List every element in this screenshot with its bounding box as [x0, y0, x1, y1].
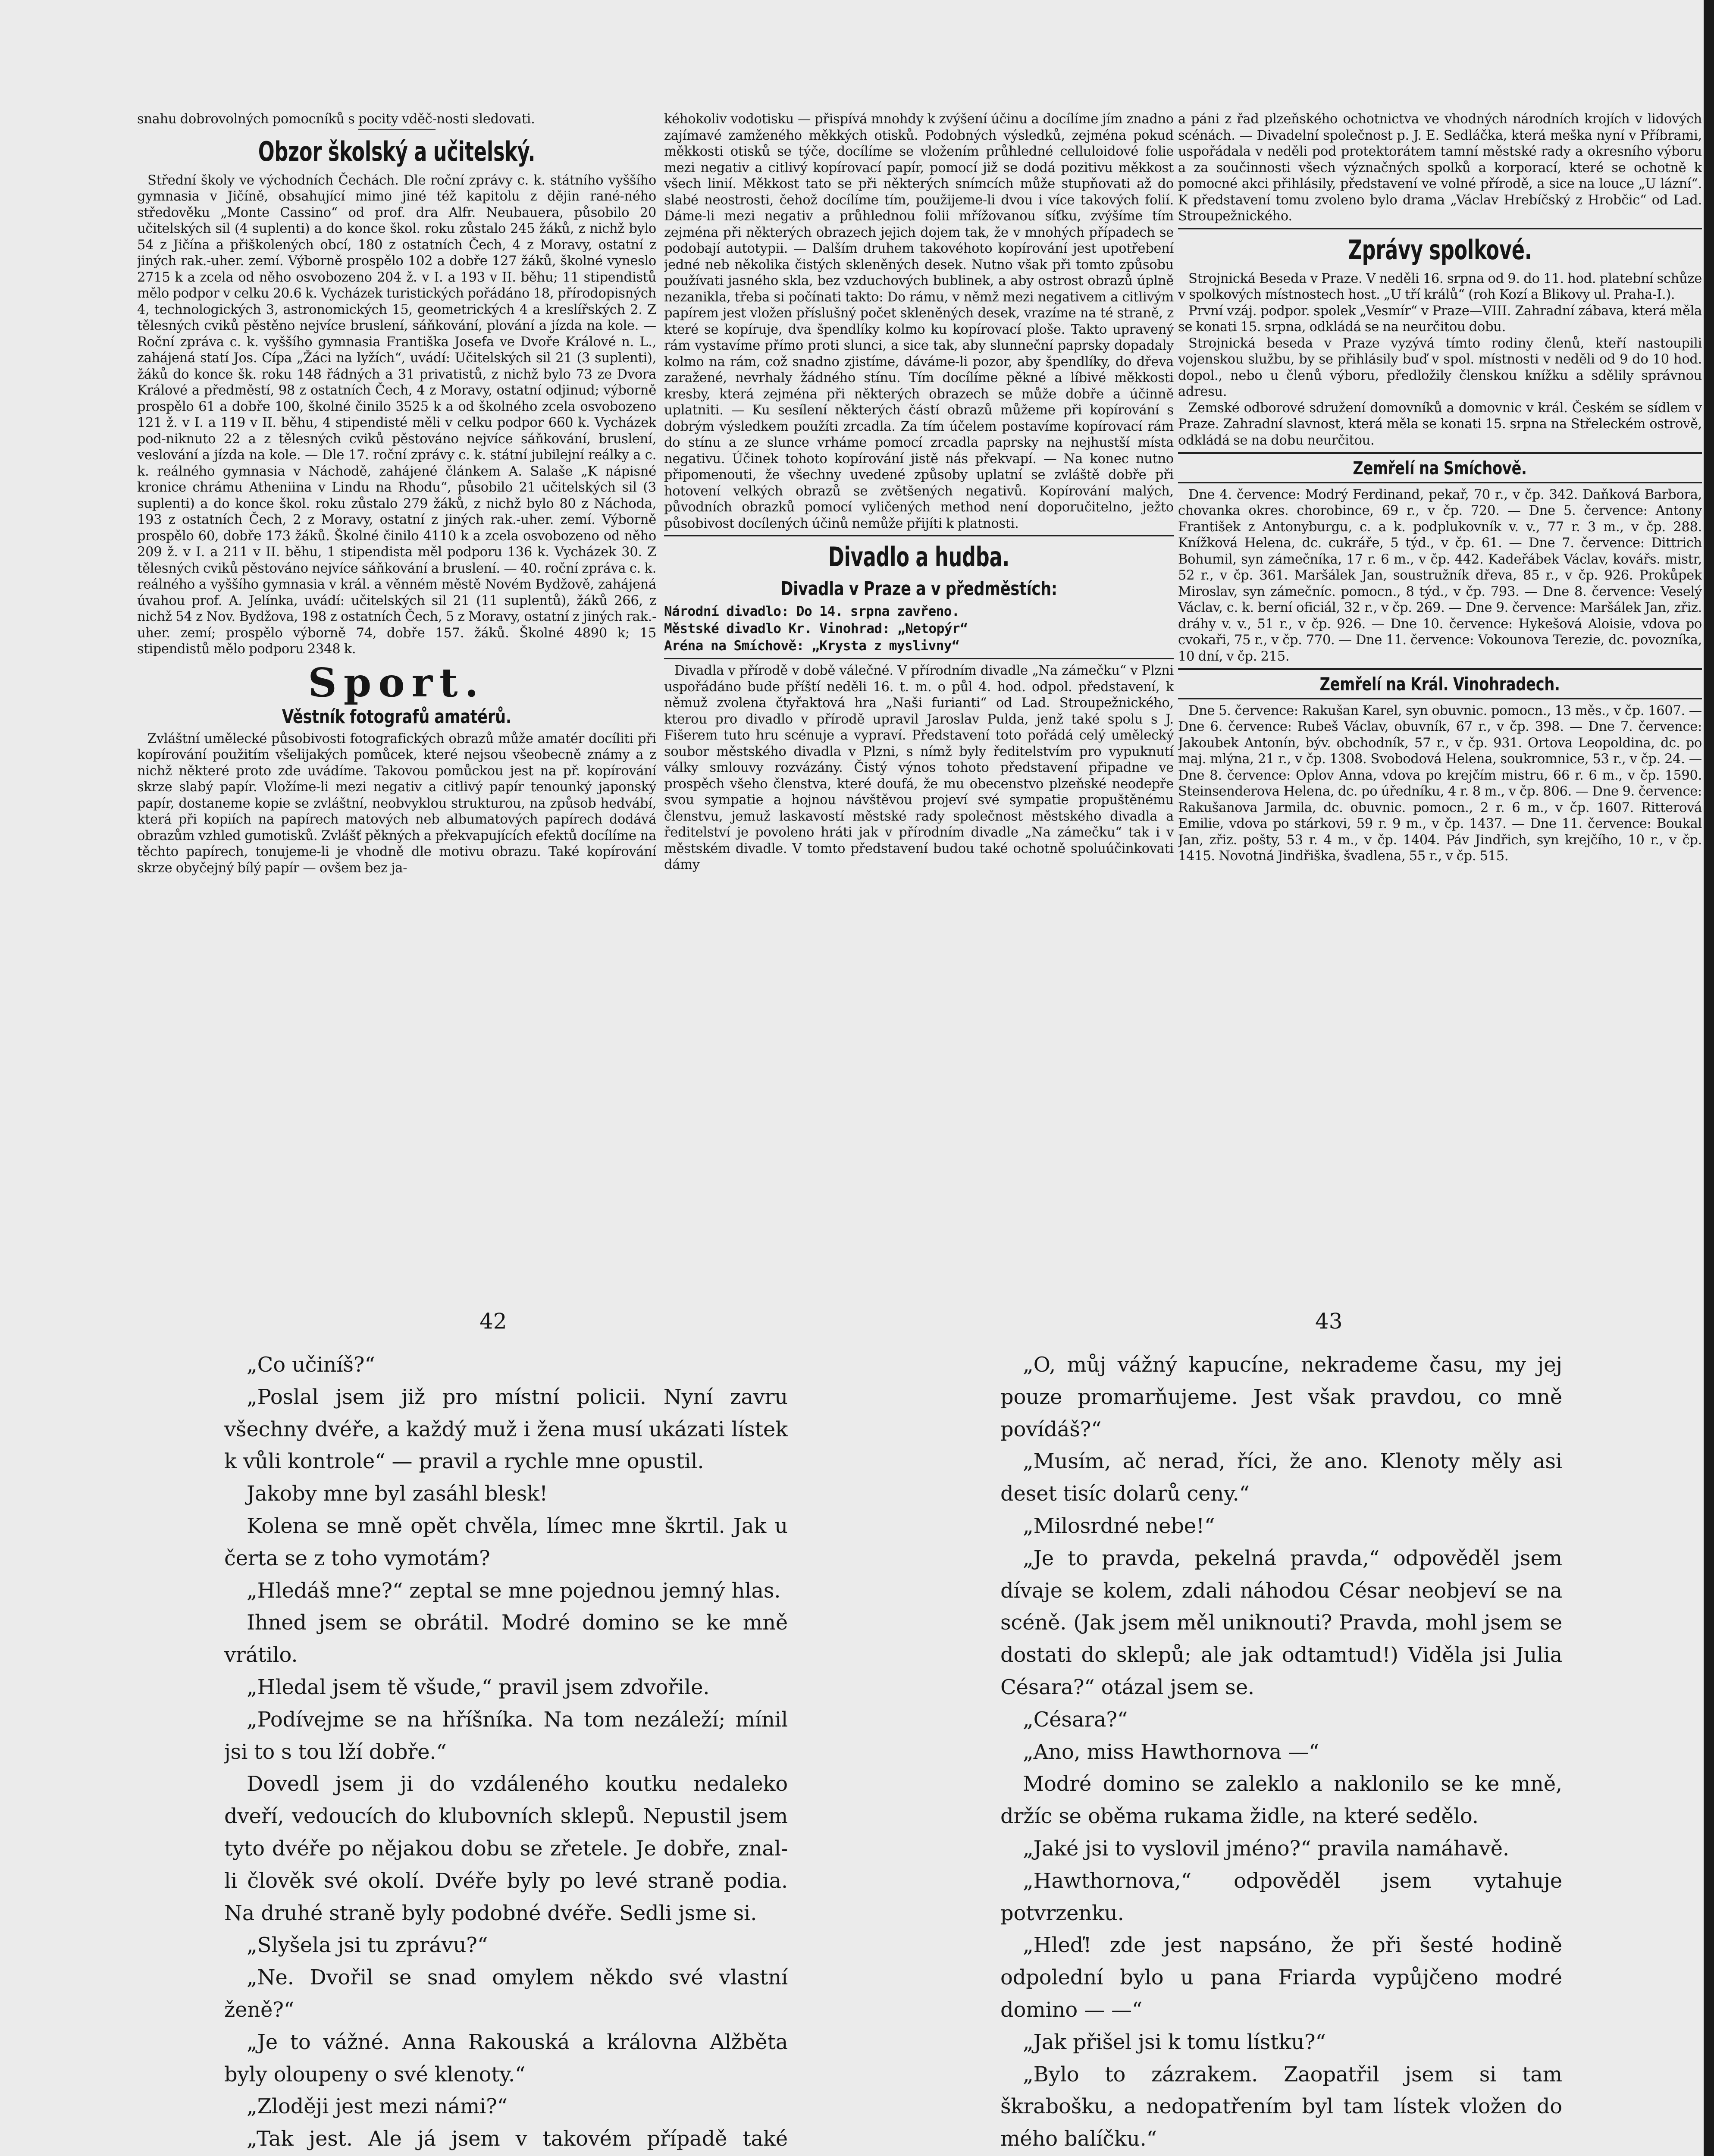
section-heading-theatre: Divadlo a hudba. [828, 541, 1010, 573]
novel-paragraph: „Zloději jest mezi námi?“ [247, 2094, 508, 2119]
novel-paragraph: Jakoby mne byl zasáhl blesk! [247, 1482, 548, 1506]
novel-paragraph: Ihned jsem se obrátil. Modré domino se ke mně vrátilo. [224, 1611, 788, 1667]
novel-paragraph: „Jaké jsi to vyslovil jméno?“ pravila namáhavě. [1023, 1836, 1509, 1861]
column-middle [664, 111, 1174, 1375]
divider [1178, 698, 1702, 699]
novel-paragraph: Kolena se mně opět chvěla, límec mne škrtil. Jak u čerta se z toho vymotám? [224, 1514, 788, 1570]
sub-heading-prague-theatres: Divadla v Praze a v předměstích: [780, 578, 1057, 600]
program-smichov-arena: Aréna na Smíchově: „Krysta z myslivny“ [664, 638, 960, 654]
photo-paragraph: Zvláštní umělecké působivosti fotografických obrazů může amatér docíliti při kopírování použitím všelijakých pomůcek, které nejsou všeobecně známy a z nichž některé proto zde uvádíme. Takovou pomůckou jest na př. kopírování skrze slabý papír. Vložíme-li mezi negativ a citlivý papír tenounký japonský papír, dostaneme kopie se zvláštní, neobvyklou strukturou, na způsob hedvábí, která při kopiích na papírech matových neb albumatových papírech dodává obrazům vzhled gumotisků. Zvlášť pěkných a překvapujících efektů docílíme na těchto papírech, tonujeme-li je vhodně dle motivu obrazu. Také kopírování skrze obyčejný bílý papír — ovšem bez ja- [137, 731, 656, 876]
page-number-right: 43 [1315, 1309, 1343, 1334]
novel-paragraph: Dovedl jsem ji do vzdáleného koutku nedaleko dveří, vedoucích do klubovních sklepů. Nepustil jsem tyto dvéře po nějakou dobu se zřetele. Je dobře, znal-li člověk své okolí. Dvéře byly po levé straně podia. Na druhé straně byly podobné dvéře. Sedli jsme si. [224, 1772, 788, 1925]
novel-paragraph: „Hledal jsem tě všude,“ pravil jsem zdvořile. [247, 1675, 710, 1699]
photo-paragraph-cont: kéhokoliv vodotisku — přispívá mnohdy k zvýšení účinu a docílíme jím znadno zajímavé zamženého měkkých otisků. Podobných výsledků, zejména pokud měkkosti otisků se týče, docílíme se vložením průhledné celluloidové folie mezi negativ a citlivý kopírovací papír, pomocí již se dodá pozitivu měkkost všech linií. Měkkost tato se při některých snímcích může stupňovati až do slabé neostrosti, čehož docílíme tím, použijeme-li dvou i více takových folií. Dáme-li mezi negativ a průhlednou folii mřížovanou síťku, zvýšíme tím zejména při některých obrazech jejich dojem tak, že v mnohých případech se podobají autotypii. — Dalším druhem takovéhoto kopírování jest upotřebení jedné neb několika čistých skleněných desek. Nutno však při tomto způsobu používati jasného skla, bez vzduchových bublinek, a aby ostrost obrazů úplně nezanikla, třeba si počínati takto: Do rámu, v němž mezi negativem a citlivým papírem jest vložen příslušný počet skleněných desek, vrazíme na té straně, z které se kopíruje, dva špendlíky kolmo ku kopírovací ploše. Takto upravený rám vystavíme přímo proti slunci, a sice tak, aby slunneční paprsky dopadaly kolmo na rám, což snadno zjistíme, dáváme-li pozor, aby špendlíky, do dřeva zaražené, nevrhaly žádného stínu. Tím docílíme pěkné a líbivé měkkosti kresby, která zejména při některých obrazech se může dobře a účinně uplatniti. — Ku sesílení některých částí obrazů můžeme při kopírování s dobrým výsledkem použíti zrcadla. Za tím účelem postavíme kopírovací rám do stínu a ze slunce vrháme pomocí zrcadla paprsky na nejhustší místa negativu. Účinek tohoto kopírování jistě nás překvapí. — Na konec nutno připomenouti, že všechny uvedené způsoby uplatní se zvláště dobře při hotovení velkých obrazů se zvětšených negativů. Kopírování malých, původních obrazků pomocí vyličených method není doporučitelno, ježto působivost docílených účinů nemůže přijíti k platnosti. [664, 112, 1174, 531]
section-heading-sport: Sport. [308, 659, 486, 706]
divider [664, 658, 1174, 659]
section-heading-schools: Obzor školský a učitelský. [258, 135, 536, 167]
deaths-smichov-list: Dne 4. července: Modrý Ferdinand, pekař, 70 r., v čp. 342. Daňková Barbora, chovanka okres. chorobince, 69 r., v čp. 720. — Dne 5. července: Antony František z Antonyburgu, c. a k. podplukovník v. v., 77 r. 3 m., v čp. 288. Knížková Helena, dc. cukráře, 5 týd., v čp. 61. — Dne 7. července: Dittrich Bohumil, syn zámečníka, 17 r. 6 m., v čp. 442. Kadeřábek Václav, kovářs. mistr, 52 r., v čp. 361. Maršálek Jan, soustružník dřeva, 85 r., v čp. 926. Prokůpek Miroslav, syn zámečníc. pomocn., 8 týd., v čp. 793. — Dne 8. července: Veselý Václav, c. k. berní oficiál, 32 r., v čp. 269. — Dne 9. července: Maršálek Jan, zřiz. dráhy v. v., 51 r., v čp. 926. — Dne 10. července: Hykešová Aloisie, vdova po cvokaři, 75 r., v čp. 770. — Dne 11. července: Vokounova Terezie, dc. povozníka, 10 dní, v čp. 215. [1178, 487, 1702, 664]
double-divider [1178, 452, 1702, 454]
scan-edge [1704, 0, 1714, 2156]
novel-paragraph: „O, můj vážný kapucíne, nekrademe času, my jej pouze promarňujeme. Jest však pravdou, co mně povídáš?“ [1000, 1353, 1562, 1442]
divider [1178, 228, 1702, 229]
novel-text-right [1000, 1349, 1562, 2156]
novel-paragraph: „Podívejme se na hříšníka. Na tom nezáleží; mínil jsi to s tou lží dobře.“ [224, 1707, 788, 1764]
deaths-smichov-heading: Zemřelí na Smíchově. [1353, 458, 1527, 479]
novel-paragraph: „Jak přišel jsi k tomu lístku?“ [1023, 2030, 1326, 2054]
novel-paragraph: „Hawthornova,“ odpověděl jsem vytahuje potvrzenku. [1000, 1868, 1562, 1925]
club-notice-2: První vzáj. podpor. spolek „Vesmír“ v Praze—VIII. Zahradní zábava, která měla se konati 15. srpna, odkládá se na neurčitou dobu. [1178, 303, 1702, 335]
sub-heading-photo: Věstník fotografů amatérů. [282, 705, 512, 728]
novel-paragraph: „Ne. Dvořil se snad omylem někdo své vlastní ženě?“ [224, 1965, 788, 2022]
schools-paragraph: Střední školy ve východních Čechách. Dle roční zprávy c. k. státního vyššího gymnasia v Jičíně, obsahující mimo jiné též kapitolu z dějin rané-ného středověku „Monte Cassino“ od prof. dra Alfr. Neubauera, působilo 20 učitelských sil (4 suplenti) a do konce škol. roku zůstalo 245 žáků, z nichž bylo 54 z Jičína a přiškolených obcí, 180 z ostatních Čech, 4 z Moravy, ostatní z jiných rak.-uher. zemí. Výborně prospělo 102 a dobře 127 žáků, školné vyneslo 2715 k a zcela od něho osvobozeno 204 ž. v I. a 193 v II. běhu; 11 stipendistů mělo podpor v celku 20.6 k. Vycházek turistických pořádáno 18, přírodopisných 4, technologických 3, astronomických 15, geometrických 4 a kreslířských 2. Z tělesných cviků pěstěno nejvíce bruslení, sáňkování, plování a jízda na kole. — Roční zpráva c. k. vyššího gymnasia Františka Josefa ve Dvoře Králové n. L., zahájená statí Jos. Cípa „Žáci na lyžích“, uvádí: Učitelských sil 21 (3 suplenti), žáků do konce šk. roku 148 řádných a 31 privatistů, z nichž bylo 73 ze Dvora Králové a předměstí, 98 z ostatních Čech, 4 z Moravy, ostatní odjinud; výborně prospělo 61 a dobře 100, školné činilo 3525 k a od školného zcela osvobozeno 121 ž. v I. a 119 v II. běhu, 4 stipendisté měli v celku podpor 660 k. Vycházek pod-niknuto 22 a z tělesných cviků pěstováno nejvíce sáňkování, bruslení, veslování a jízda na kole. — Dle 17. roční zprávy c. k. státní jubilejní reálky a c. k. reálného gymnasia v Náchodě, zahájené článkem A. Salaše „K nápisné kronice chrámu Atheniina v Lindu na Rhodu“, působilo 21 učitelských sil (3 suplenti) a do konce škol. roku zůstalo 279 žáků, z nichž bylo 80 z Náchoda, 193 z ostatních Čech, 2 z Moravy, ostatní z jiných rak.-uher. zemí. Výborně prospělo 60, dobře 173 žáků. Školné činilo 4110 k a zcela osvobozeno od něho 209 ž. v I. a 211 v II. běhu, 1 stipendista měl podporu 136 k. Vycházek 30. Z tělesných cviků pěstováno nejvíce sáňkování a bruslení. — 40. roční zpráva c. k. reálného a vyššího gymnasia v král. a věnném městě Novém Bydžově, zahájená úvahou prof. A. Jelínka, uvádí: učitelských sil 21 (11 suplentů), žáků 266, z nichž 54 z Nov. Bydžova, 198 z ostatních Čech, 5 z Moravy, ostatní z jiných rak.-uher. zemí; prospělo výborně 74, dobře 157. žáků. Školné 4890 k; 15 stipendistů mělo podporu 2348 k. [137, 172, 656, 657]
outdoor-theatre-paragraph: Divadla v přírodě v době válečné. V přírodním divadle „Na zámečku“ v Plzni uspořádáno bude příští neděli 16. t. m. o půl 4. hod. odpol. představení, k němuž zvolena čtyřaktová hra „Naši furianti“ od Lad. Stroupežnického, kterou pro divadlo v přírodě upravil Jaroslav Pulda, jenž také spolu s J. Fišerem tuto hru scénuje a vypraví. Představení toto pořádá celý umělecký soubor městského divadla v Plzni, s nímž byly ředitelstvím pro vypuknutí války smlouvy rozvázány. Čistý výnos tohoto představení připadne ve prospěch všeho členstva, které doufá, že mu obecenstvo plzeňské neodepře svou sympatie a hojnou návštěvou projeví své sympatie propuštěnému členstvu, jemuž laskavostí městské rady společnost městského divadla a ředitelství je povoleno hráti jak v přírodním divadle „Na zámečku“ tak i v městském divadle. V tomto představení budou také ochotně spoluúčinkovati dámy [664, 663, 1174, 872]
divider [1178, 482, 1702, 483]
outdoor-theatre-cont: a páni z řad plzeňského ochotnictva ve vhodných národních krojích v lidových scénách. — Divadelní společnost p. J. E. Sedláčka, která meška nyní v Příbrami, uspořádala v neděli pod protektorátem tamní městské rady a okresního výboru a za součinnosti všech význačných spolků a korporací, které se ochotně k pomocné akci přihlásily, představení ve volné přírodě, a sice na louce „U lázní“. K představení tomu zvoleno bylo drama „Václav Hrebíčský z Hrobčic“ od Lad. Stroupežnického. [1178, 112, 1702, 224]
novel-paragraph: „Je to vážné. Anna Rakouská a královna Alžběta byly oloupeny o své klenoty.“ [224, 2030, 788, 2087]
novel-paragraph: „Hledáš mne?“ zeptal se mne pojednou jemný hlas. [247, 1578, 781, 1603]
novel-paragraph: „Musím, ač nerad, říci, že ano. Klenoty měly asi deset tisíc dolarů ceny.“ [1000, 1449, 1562, 1506]
novel-paragraph: „Je to pravda, pekelná pravda,“ odpověděl jsem dívaje se kolem, zdali náhodou César neobjeví se na scéně. (Jak jsem měl uniknouti? Pravda, mohl jsem se dostati do sklepů; ale jak odtamtud!) Viděla jsi Julia Césara?“ otázal jsem se. [1000, 1546, 1562, 1699]
page-number-left: 42 [479, 1309, 507, 1334]
novel-paragraph: Modré domino se zaleklo a naklonilo se ke mně, držíc se oběma rukama židle, na které sedělo. [1000, 1772, 1562, 1829]
section-heading-clubs: Zprávy spolkové. [1348, 234, 1532, 266]
column-right [1178, 111, 1702, 1375]
novel-paragraph: „Tak jest. Ale já jsem v takovém případě také [247, 2127, 788, 2151]
club-notice-4: Zemské odborové sdružení domovníků a domovnic v král. Českém se sídlem v Praze. Zahradní slavnost, která měla se konati 15. srpna na Střeleckém ostrově, odkládá se na dobu neurčitou. [1178, 400, 1702, 448]
novel-paragraph: „Ano, miss Hawthornova —“ [1023, 1739, 1319, 1764]
column-left [137, 111, 656, 1375]
divider [664, 535, 1174, 536]
novel-paragraph: „Poslal jsem již pro místní policii. Nyní zavru všechny dvéře, a každý muž i žena musí ukázati lístek k vůli kontrole“ — pravil a rychle mne opustil. [224, 1385, 788, 1474]
novel-paragraph: „Slyšela jsi tu zprávu?“ [247, 1933, 488, 1958]
deaths-vinohrady-heading: Zemřelí na Král. Vinohradech. [1319, 674, 1560, 695]
club-notice-3: Strojnická beseda v Praze vyzývá tímto rodiny členů, kteří nastoupili vojenskou službu, by se přihlásily buď v spol. místnosti v neděli od 9 do 10 hod. dopol., nebo u členů výboru, předložily členskou knížku a sdělily správnou adresu. [1178, 335, 1702, 399]
novel-paragraph: „Co učiníš?“ [247, 1353, 375, 1377]
novel-paragraph: „Hleď! zde jest napsáno, že při šesté hodině odpolední bylo u pana Friarda vypůjčeno modré domino — —“ [1000, 1933, 1562, 2022]
double-divider [1178, 668, 1702, 670]
program-national-theatre: Národní divadlo: Do 14. srpna zavřeno. [664, 604, 960, 619]
novel-text-left [224, 1349, 788, 2156]
novel-paragraph: „Bylo to zázrakem. Zaopatřil jsem si tam škrabošku, a nedopatřením byl tam lístek vložen do mého balíčku.“ [1000, 2062, 1562, 2151]
novel-paragraph: „Césara?“ [1023, 1707, 1128, 1732]
deaths-vinohrady-list: Dne 5. července: Rakušan Karel, syn obuvnic. pomocn., 13 měs., v čp. 1607. — Dne 6. července: Rubeš Václav, obuvník, 67 r., v čp. 398. — Dne 7. července: Jakoubek Antonín, býv. obchodník, 57 r., v čp. 931. Ortova Leopoldina, dc. po maj. mlýna, 21 r., v čp. 1308. Svobodová Helena, soukromnice, 53 r., v čp. 24. — Dne 8. července: Oplov Anna, vdova po krejčím mistru, 66 r. 6 m., v čp. 1590. Steinsenderova Helena, dc. po úředníku, 4 r. 8 m., v čp. 806. — Dne 9. července: Rakušanova Jarmila, dc. obuvnic. pomocn., 2 r. 6 m., v čp. 1607. Ritterová Emilie, vdova po stárkovi, 59 r. 9 m., v čp. 1437. — Dne 11. července: Boukal Jan, zřiz. pošty, 53 r. 4 m., v čp. 1404. Páv Jindřich, syn krejčího, 10 r., v čp. 1415. Novotná Jindřiška, švadlena, 55 r., v čp. 515. [1178, 703, 1702, 864]
novel-paragraph: „Milosrdné nebe!“ [1023, 1514, 1215, 1538]
club-notice-1: Strojnická Beseda v Praze. V neděli 16. srpna od 9. do 11. hod. platební schůze v spolkových místnostech host. „U tří králů“ (roh Kozí a Blikovy ul. Praha-I.). [1178, 271, 1702, 302]
intro-paragraph: snahu dobrovolných pomocníků s pocity vděč-nosti sledovati. [137, 112, 535, 127]
program-vinohrady-theatre: Městské divadlo Kr. Vinohrad: „Netopýr“ [664, 621, 968, 636]
short-divider [358, 129, 436, 130]
